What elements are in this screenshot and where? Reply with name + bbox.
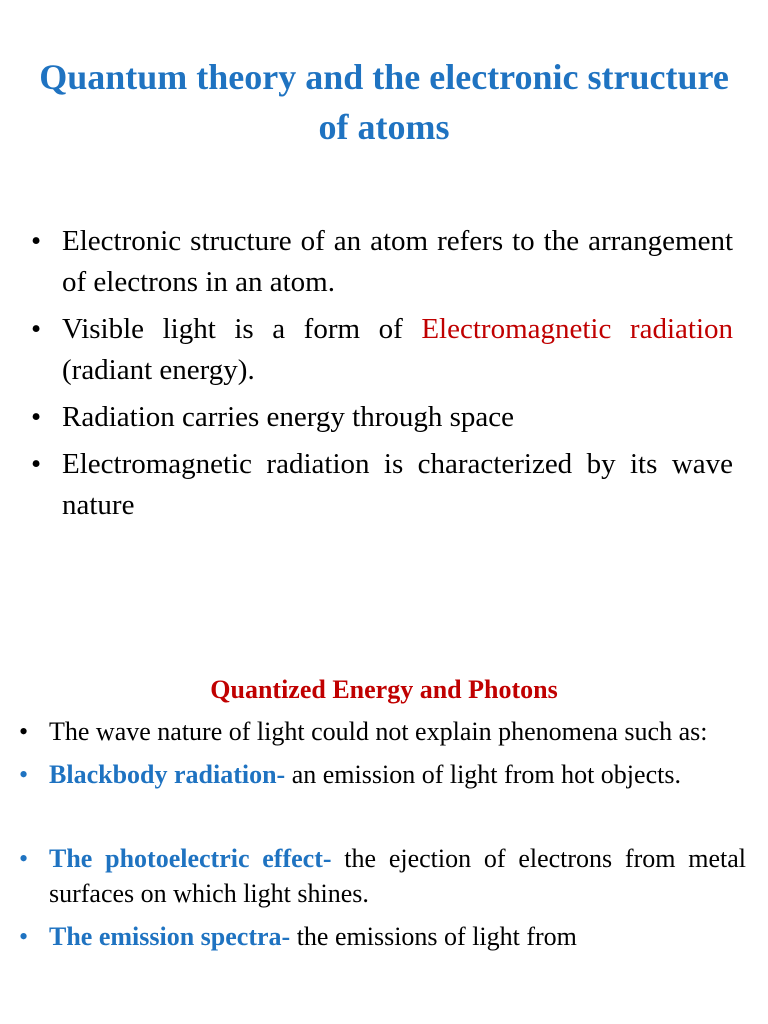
list-item xyxy=(62,221,733,303)
list-item xyxy=(49,919,746,954)
bullet-text: Visible light is a form of xyxy=(62,313,422,345)
section-heading: Quantized Energy and Photons xyxy=(210,675,558,704)
quantized-energy-list xyxy=(49,714,746,954)
intro-bullet-list xyxy=(62,221,733,532)
definition-text: the emissions of light from xyxy=(290,922,577,951)
bullet-text: Electronic structure of an atom refers to the arrangement of electrons in an atom. xyxy=(62,225,733,298)
list-item xyxy=(62,397,733,438)
bullet-text: Electromagnetic radiation is characterized by its wave nature xyxy=(62,448,733,521)
bullet-text: The wave nature of light could not explain phenomena such as: xyxy=(49,717,708,746)
definition-term: The emission spectra- xyxy=(49,922,291,951)
list-item xyxy=(62,444,733,526)
definition-term: The photoelectric effect- xyxy=(49,844,332,873)
page-title: Quantum theory and the electronic structure of atoms xyxy=(39,57,729,147)
highlight-term: Electromagnetic radiation xyxy=(421,313,733,345)
list-item xyxy=(49,757,746,792)
list-item xyxy=(49,714,746,749)
definition-term: Blackbody radiation- xyxy=(49,760,286,789)
bullet-text: (radiant energy). xyxy=(62,354,255,386)
definition-text: the ejection of electrons from metal surfaces on which light shines. xyxy=(49,844,746,908)
definition-text: an emission of light from hot objects. xyxy=(285,760,681,789)
list-item xyxy=(49,841,746,911)
bullet-text: Radiation carries energy through space xyxy=(62,401,515,433)
list-item xyxy=(62,309,733,391)
